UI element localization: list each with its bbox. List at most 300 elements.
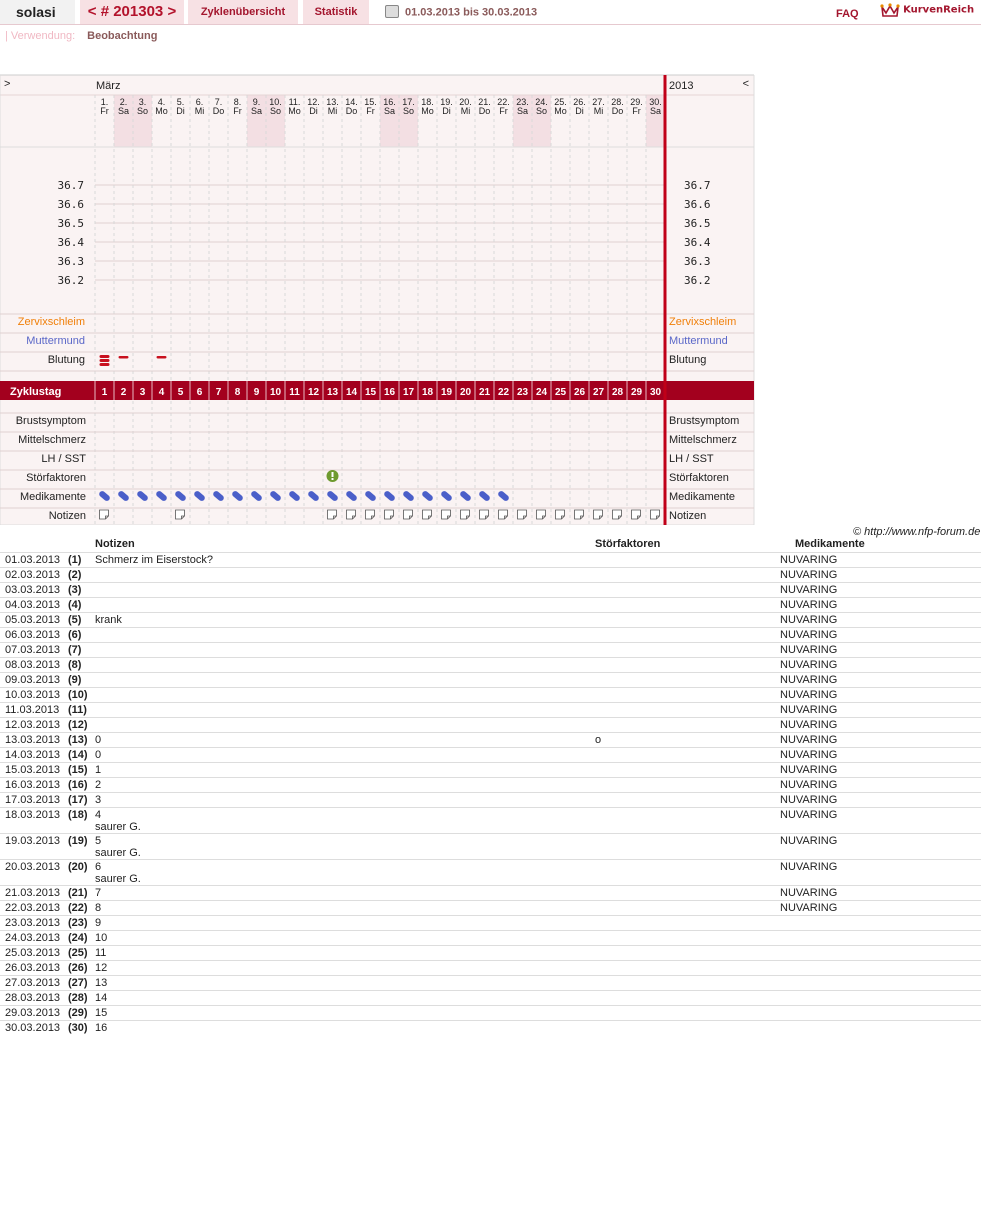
notes-date: 01.03.2013	[5, 554, 61, 566]
cycle-day-number: 12	[307, 387, 320, 398]
day-number: 5.	[176, 97, 185, 107]
notes-row	[0, 627, 981, 643]
day-number: 2.	[119, 97, 128, 107]
notes-text: krank	[95, 614, 122, 626]
row-label-right: Medikamente	[669, 491, 736, 503]
notes-medication: NUVARING	[780, 629, 838, 641]
notes-cycle-day: (6)	[68, 629, 82, 641]
notes-row	[0, 702, 981, 718]
notes-date: 28.03.2013	[5, 992, 61, 1004]
day-number: 11.	[288, 97, 301, 107]
note-icon	[613, 510, 622, 519]
notes-row	[0, 807, 981, 834]
notes-medication: NUVARING	[780, 809, 838, 821]
cycle-day-number: 28	[611, 387, 624, 398]
weekday: Mi	[460, 106, 471, 116]
day-number: 23.	[516, 97, 529, 107]
notes-medication: NUVARING	[780, 689, 838, 701]
row-label-right: Störfaktoren	[669, 472, 729, 484]
row-label-right: LH / SST	[669, 453, 714, 465]
notes-cycle-day: (20)	[68, 861, 88, 873]
cycle-day-number: 2	[120, 387, 127, 398]
note-icon	[632, 510, 641, 519]
notes-cycle-day: (24)	[68, 932, 88, 944]
notes-row	[0, 792, 981, 808]
usage-label: | Verwendung:	[5, 30, 76, 42]
notes-row	[0, 582, 981, 598]
cycle-day-number: 25	[554, 387, 567, 398]
cycle-day-number: 11	[289, 387, 300, 398]
notes-medication: NUVARING	[780, 719, 838, 731]
notes-medication: NUVARING	[780, 554, 838, 566]
notes-cycle-day: (19)	[68, 835, 88, 847]
notes-text: 6 saurer G.	[95, 861, 141, 885]
notes-date: 05.03.2013	[5, 614, 61, 626]
notes-text: 14	[95, 992, 108, 1004]
weekday: So	[402, 106, 415, 116]
notes-cycle-day: (9)	[68, 674, 82, 686]
notes-text: 2	[95, 779, 102, 791]
notes-date: 17.03.2013	[5, 794, 61, 806]
row-label-left: Blutung	[47, 354, 85, 366]
notes-text: 5 saurer G.	[95, 835, 141, 859]
notes-cycle-day: (26)	[68, 962, 88, 974]
note-icon	[347, 510, 356, 519]
cycle-day-label: Zyklustag	[10, 386, 62, 398]
day-number: 17.	[402, 97, 415, 107]
day-number: 21.	[478, 97, 491, 107]
notes-cycle-day: (5)	[68, 614, 82, 626]
notes-cycle-day: (25)	[68, 947, 88, 959]
notes-text: 9	[95, 917, 102, 929]
cycle-day-number: 18	[421, 387, 434, 398]
day-number: 12.	[307, 97, 320, 107]
notes-date: 08.03.2013	[5, 659, 61, 671]
cycle-day-number: 1	[101, 387, 108, 398]
day-number: 28.	[611, 97, 624, 107]
notes-cycle-day: (12)	[68, 719, 88, 731]
temp-label-right: 36.3	[684, 255, 711, 268]
notes-text: 10	[95, 932, 108, 944]
notes-row	[0, 930, 981, 946]
date-range	[385, 6, 537, 19]
notes-text: 13	[95, 977, 108, 989]
notes-row	[0, 945, 981, 961]
notes-text: 4 saurer G.	[95, 809, 141, 833]
notes-medication: NUVARING	[780, 887, 838, 899]
day-number: 25.	[554, 97, 567, 107]
row-label-left: Notizen	[48, 510, 86, 522]
notes-medication: NUVARING	[780, 734, 838, 746]
notes-row	[0, 990, 981, 1006]
notes-date: 04.03.2013	[5, 599, 61, 611]
notes-medication: NUVARING	[780, 861, 838, 873]
date-range-text: 01.03.2013 bis 30.03.2013	[405, 6, 538, 19]
notes-medication: NUVARING	[780, 644, 838, 656]
notes-text: Schmerz im Eiserstock?	[95, 554, 213, 566]
weekday: Sa	[649, 106, 662, 116]
notes-row	[0, 1020, 981, 1036]
notes-row	[0, 597, 981, 613]
notes-date: 06.03.2013	[5, 629, 61, 641]
weekday: Fr	[100, 106, 109, 116]
day-number: 8.	[233, 97, 242, 107]
notes-date: 03.03.2013	[5, 584, 61, 596]
note-icon	[480, 510, 489, 519]
notes-row	[0, 900, 981, 916]
notes-cycle-day: (7)	[68, 644, 82, 656]
notes-text: 3	[95, 794, 102, 806]
notes-cycle-day: (30)	[68, 1022, 88, 1034]
notes-text: 12	[95, 962, 108, 974]
tab-cycle-overview[interactable]: Zyklenübersicht	[188, 0, 298, 24]
notes-row	[0, 717, 981, 733]
notes-medication: NUVARING	[780, 779, 838, 791]
notes-row	[0, 915, 981, 931]
notes-text: 8	[95, 902, 102, 914]
weekday: Do	[478, 106, 491, 116]
notes-row	[0, 885, 981, 901]
notes-date: 09.03.2013	[5, 674, 61, 686]
notes-row	[0, 747, 981, 763]
day-number: 7.	[214, 97, 223, 107]
notes-date: 16.03.2013	[5, 779, 61, 791]
cycle-day-number: 15	[364, 387, 377, 398]
weekday: Di	[309, 106, 318, 116]
note-icon	[404, 510, 413, 519]
notes-date: 13.03.2013	[5, 734, 61, 746]
weekday: Sa	[250, 106, 263, 116]
temp-label: 36.5	[57, 217, 84, 230]
note-icon	[594, 510, 603, 519]
weekday: Fr	[499, 106, 508, 116]
notes-disturbance: o	[595, 734, 602, 746]
row-label-left: Muttermund	[26, 335, 85, 347]
notes-medication: NUVARING	[780, 835, 838, 847]
notes-medication: NUVARING	[780, 704, 838, 716]
note-icon	[518, 510, 527, 519]
bleeding-mark	[119, 356, 129, 359]
notes-text: 1	[95, 764, 102, 776]
cycle-day-number: 13	[326, 387, 339, 398]
copyright: © http://www.nfp-forum.de	[853, 526, 981, 538]
notes-cycle-day: (1)	[68, 554, 82, 566]
notes-cycle-day: (14)	[68, 749, 88, 761]
cycle-day-number: 6	[196, 387, 203, 398]
cycle-day-number: 10	[269, 387, 282, 398]
notes-header: Notizen	[95, 538, 135, 550]
notes-row	[0, 859, 981, 886]
bleeding-mark	[100, 355, 110, 358]
notes-cycle-day: (18)	[68, 809, 88, 821]
notes-text: 0	[95, 749, 102, 761]
year-label: 2013	[669, 80, 694, 92]
nav-next: <	[742, 78, 749, 90]
note-icon	[556, 510, 565, 519]
weekday: So	[535, 106, 548, 116]
weekday: Do	[611, 106, 624, 116]
day-number: 13.	[326, 97, 339, 107]
notes-medication: NUVARING	[780, 584, 838, 596]
cycle-day-number: 22	[497, 387, 510, 398]
notes-date: 25.03.2013	[5, 947, 61, 959]
weekday: Di	[176, 106, 185, 116]
notes-cycle-day: (4)	[68, 599, 82, 611]
notes-text: 0	[95, 734, 102, 746]
temp-label: 36.7	[57, 179, 84, 192]
notes-date: 15.03.2013	[5, 764, 61, 776]
temp-label-right: 36.2	[684, 274, 711, 287]
tab-statistics[interactable]: Statistik	[303, 0, 369, 24]
weekday: Di	[442, 106, 451, 116]
cycle-day-number: 30	[649, 387, 662, 398]
notes-medication: NUVARING	[780, 674, 838, 686]
weekday: Sa	[383, 106, 396, 116]
temp-label: 36.6	[57, 198, 84, 211]
weekday: Do	[212, 106, 225, 116]
notes-date: 20.03.2013	[5, 861, 61, 873]
cycle-day-number: 14	[345, 387, 358, 398]
note-icon	[328, 510, 337, 519]
weekday: Sa	[516, 106, 529, 116]
notes-row	[0, 612, 981, 628]
weekday: Mi	[327, 106, 338, 116]
weekday: So	[269, 106, 282, 116]
row-label-left: Mittelschmerz	[18, 434, 86, 446]
day-number: 27.	[592, 97, 605, 107]
day-number: 29.	[630, 97, 643, 107]
note-icon	[461, 510, 470, 519]
warning-icon-dot	[332, 478, 334, 480]
weekday: Do	[345, 106, 358, 116]
note-icon	[176, 510, 185, 519]
day-number: 26.	[573, 97, 586, 107]
row-label-right: Zervixschleim	[669, 316, 737, 328]
temp-label: 36.3	[57, 255, 84, 268]
notes-cycle-day: (23)	[68, 917, 88, 929]
day-number: 30.	[649, 97, 662, 107]
row-label-left: Zervixschleim	[17, 316, 85, 328]
notes-date: 23.03.2013	[5, 917, 61, 929]
row-label-right: Notizen	[669, 510, 707, 522]
row-label-right: Brustsymptom	[669, 415, 740, 427]
notes-row	[0, 777, 981, 793]
warning-icon-mark	[332, 472, 334, 477]
temp-label-right: 36.6	[684, 198, 711, 211]
weekday: Mi	[593, 106, 604, 116]
notes-row	[0, 833, 981, 860]
day-number: 9.	[252, 97, 261, 107]
notes-date: 30.03.2013	[5, 1022, 61, 1034]
row-label-left: Medikamente	[19, 491, 86, 503]
notes-date: 26.03.2013	[5, 962, 61, 974]
usage-value: Beobachtung	[87, 30, 158, 42]
weekday: So	[136, 106, 149, 116]
cycle-day-number: 26	[573, 387, 586, 398]
day-number: 6.	[195, 97, 204, 107]
temp-label: 36.2	[57, 274, 84, 287]
notes-date: 22.03.2013	[5, 902, 61, 914]
notes-medication: NUVARING	[780, 902, 838, 914]
day-number: 19.	[440, 97, 453, 107]
notes-cycle-day: (16)	[68, 779, 88, 791]
note-icon	[499, 510, 508, 519]
day-number: 20.	[459, 97, 472, 107]
notes-medication: NUVARING	[780, 569, 838, 581]
weekday: Mo	[155, 106, 168, 116]
notes-cycle-day: (15)	[68, 764, 88, 776]
notes-row	[0, 657, 981, 673]
notes-row	[0, 732, 981, 748]
usage-line	[5, 30, 157, 42]
day-number: 16.	[383, 97, 396, 107]
temp-label: 36.4	[57, 236, 84, 249]
notes-cycle-day: (28)	[68, 992, 88, 1004]
row-label-right: Blutung	[669, 354, 707, 366]
cycle-day-number: 23	[516, 387, 529, 398]
nav-previous: >	[4, 78, 11, 90]
notes-cycle-day: (22)	[68, 902, 88, 914]
notes-cycle-day: (17)	[68, 794, 88, 806]
notes-date: 02.03.2013	[5, 569, 61, 581]
cycle-day-number: 16	[383, 387, 396, 398]
notes-cycle-day: (29)	[68, 1007, 88, 1019]
weekday: Mo	[288, 106, 301, 116]
top-navigation-bar	[0, 0, 981, 25]
day-number: 1.	[100, 97, 109, 107]
temp-label-right: 36.7	[684, 179, 711, 192]
bleeding-mark	[100, 359, 110, 362]
notes-row	[0, 642, 981, 658]
day-number: 10.	[269, 97, 282, 107]
notes-row	[0, 672, 981, 688]
notes-date: 10.03.2013	[5, 689, 61, 701]
notes-text: 15	[95, 1007, 108, 1019]
notes-row	[0, 975, 981, 991]
notes-date: 12.03.2013	[5, 719, 61, 731]
notes-date: 19.03.2013	[5, 835, 61, 847]
username-label: solasi	[0, 0, 75, 24]
notes-date: 29.03.2013	[5, 1007, 61, 1019]
notes-cycle-day: (3)	[68, 584, 82, 596]
cycle-day-number: 24	[535, 387, 548, 398]
temp-label-right: 36.4	[684, 236, 711, 249]
cycle-day-number: 8	[234, 387, 241, 398]
note-icon	[651, 510, 660, 519]
medication-header: Medikamente	[795, 538, 865, 550]
chart-background	[0, 75, 754, 525]
note-icon	[366, 510, 375, 519]
notes-cycle-day: (8)	[68, 659, 82, 671]
notes-date: 11.03.2013	[5, 704, 60, 716]
note-icon	[385, 510, 394, 519]
cycle-day-number: 7	[215, 387, 222, 398]
disturbances-header: Störfaktoren	[595, 538, 661, 550]
weekday: Fr	[366, 106, 375, 116]
weekday: Mo	[554, 106, 567, 116]
notes-text: 7	[95, 887, 102, 899]
weekday: Fr	[632, 106, 641, 116]
notes-date: 18.03.2013	[5, 809, 61, 821]
notes-text: 16	[95, 1022, 108, 1034]
day-number: 3.	[138, 97, 147, 107]
notes-medication: NUVARING	[780, 749, 838, 761]
day-number: 4.	[157, 97, 166, 107]
cycle-day-number: 9	[253, 387, 260, 398]
note-icon	[442, 510, 451, 519]
notes-date: 21.03.2013	[5, 887, 61, 899]
notes-date: 07.03.2013	[5, 644, 61, 656]
cycle-day-number: 4	[158, 387, 165, 398]
notes-cycle-day: (27)	[68, 977, 88, 989]
row-label-left: Störfaktoren	[26, 472, 86, 484]
cycle-selector[interactable]: < # 201303 >	[80, 0, 184, 24]
note-icon	[100, 510, 109, 519]
note-icon	[423, 510, 432, 519]
cycle-day-number: 5	[177, 387, 184, 398]
note-icon	[575, 510, 584, 519]
cycle-chart	[0, 70, 981, 525]
notes-date: 27.03.2013	[5, 977, 61, 989]
temp-label-right: 36.5	[684, 217, 711, 230]
cycle-day-number: 21	[478, 387, 491, 398]
printer-icon[interactable]	[385, 5, 399, 18]
notes-medication: NUVARING	[780, 599, 838, 611]
day-number: 15.	[364, 97, 377, 107]
row-label-left: Brustsymptom	[15, 415, 86, 427]
row-label-right: Muttermund	[669, 335, 728, 347]
weekday: Sa	[117, 106, 130, 116]
notes-row	[0, 762, 981, 778]
notes-medication: NUVARING	[780, 659, 838, 671]
month-label: März	[96, 80, 121, 92]
cycle-day-number: 19	[440, 387, 453, 398]
cycle-day-number: 29	[630, 387, 643, 398]
weekday: Mo	[421, 106, 434, 116]
brand-name: KurvenReich	[903, 4, 975, 16]
notes-medication: NUVARING	[780, 764, 838, 776]
notes-cycle-day: (13)	[68, 734, 88, 746]
notes-date: 14.03.2013	[5, 749, 61, 761]
row-label-left: LH / SST	[41, 453, 86, 465]
crown-icon	[880, 2, 900, 18]
weekday: Mi	[194, 106, 205, 116]
faq-link[interactable]: FAQ	[836, 8, 859, 20]
brand-logo[interactable]	[880, 2, 974, 22]
notes-cycle-day: (10)	[68, 689, 88, 701]
notes-row	[0, 567, 981, 583]
weekday: Di	[575, 106, 584, 116]
cycle-day-number: 20	[459, 387, 472, 398]
day-number: 14.	[345, 97, 358, 107]
row-label-right: Mittelschmerz	[669, 434, 737, 446]
notes-row	[0, 960, 981, 976]
notes-row	[0, 687, 981, 703]
note-icon	[537, 510, 546, 519]
day-number: 18.	[421, 97, 434, 107]
notes-medication: NUVARING	[780, 614, 838, 626]
notes-cycle-day: (11)	[68, 704, 87, 716]
cycle-day-number: 17	[402, 387, 415, 398]
cycle-day-number: 27	[592, 387, 605, 398]
day-number: 24.	[535, 97, 548, 107]
notes-text: 11	[95, 947, 107, 959]
notes-cycle-day: (2)	[68, 569, 82, 581]
day-number: 22.	[497, 97, 510, 107]
notes-row	[0, 1005, 981, 1021]
notes-cycle-day: (21)	[68, 887, 88, 899]
bleeding-mark	[100, 363, 110, 366]
